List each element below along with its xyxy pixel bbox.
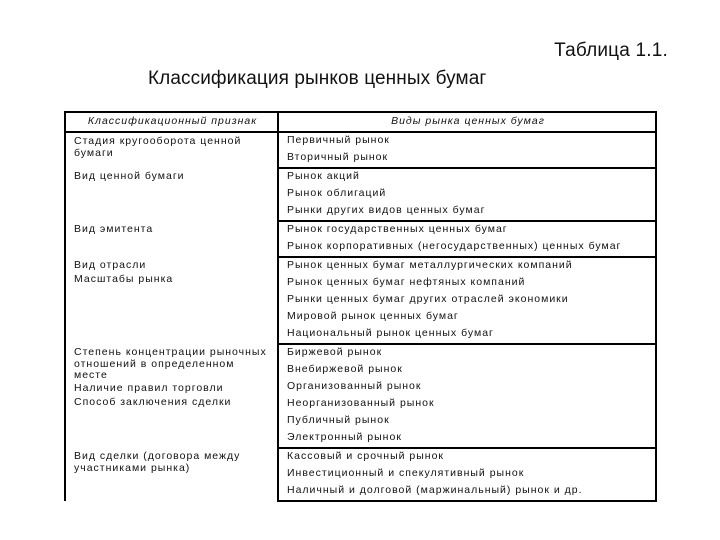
market-type: Рынок ценных бумаг нефтяных компаний — [278, 275, 656, 292]
header-market-types: Виды рынка ценных бумаг — [278, 112, 656, 132]
market-type: Рынок государственных ценных бумаг — [278, 221, 656, 239]
market-type: Рынок ценных бумаг металлургических компаний — [278, 257, 656, 275]
classification-attribute: Вид сделки (договора между участниками рынка) — [74, 450, 241, 474]
header-row — [65, 112, 656, 132]
classification-attribute: Способ заключения сделки — [74, 395, 232, 408]
header-attribute: Классификационный признак — [65, 112, 278, 132]
classification-attribute: Масштабы рынка — [74, 272, 174, 285]
market-type: Публичный рынок — [278, 413, 656, 430]
classification-attribute: Стадия кругооборота ценной бумаги — [74, 135, 242, 159]
market-type: Мировой рынок ценных бумаг — [278, 309, 656, 326]
classification-attribute-cell — [65, 168, 278, 221]
table-row — [65, 168, 656, 186]
classification-attribute-cell — [65, 344, 278, 448]
classification-table — [64, 111, 657, 502]
market-type: Рынки других видов ценных бумаг — [278, 203, 656, 221]
classification-attribute-cell — [65, 448, 278, 501]
market-type: Кассовый и срочный рынок — [278, 448, 656, 466]
market-type: Рынки ценных бумаг других отраслей экономики — [278, 292, 656, 309]
market-type: Электронный рынок — [278, 430, 656, 448]
market-type: Вторичный рынок — [278, 150, 656, 168]
market-type: Рынок акций — [278, 168, 656, 186]
market-type: Рынок корпоративных (негосударственных) ценных бумаг — [278, 239, 656, 257]
market-type: Неорганизованный рынок — [278, 396, 656, 413]
table-row — [65, 344, 656, 362]
classification-attribute: Вид ценной бумаги — [74, 170, 185, 183]
table-row — [65, 221, 656, 239]
table-row — [65, 257, 656, 275]
table-number: Таблица 1.1. — [554, 40, 668, 61]
classification-attribute: Вид отрасли — [74, 259, 147, 272]
table-body — [65, 132, 656, 501]
table-row — [65, 132, 656, 150]
market-type: Организованный рынок — [278, 379, 656, 396]
table-title: Классификация рынков ценных бумаг — [148, 68, 487, 89]
classification-attribute: Наличие правил торговли — [74, 382, 224, 395]
market-type: Первичный рынок — [278, 132, 656, 150]
classification-attribute-cell — [65, 257, 278, 344]
classification-attribute-cell — [65, 132, 278, 168]
market-type: Наличный и долговой (маржинальный) рынок и др. — [278, 483, 656, 501]
classification-attribute: Вид эмитента — [74, 223, 154, 236]
market-type: Инвестиционный и спекулятивный рынок — [278, 466, 656, 483]
market-type: Национальный рынок ценных бумаг — [278, 326, 656, 344]
market-type: Внебиржевой рынок — [278, 362, 656, 379]
classification-attribute-cell — [65, 221, 278, 257]
market-type: Биржевой рынок — [278, 344, 656, 362]
market-type: Рынок облигаций — [278, 186, 656, 203]
table-header — [65, 112, 656, 132]
table-row — [65, 448, 656, 466]
classification-attribute: Степень концентрации рыночных отношений в определенном месте — [74, 346, 267, 381]
